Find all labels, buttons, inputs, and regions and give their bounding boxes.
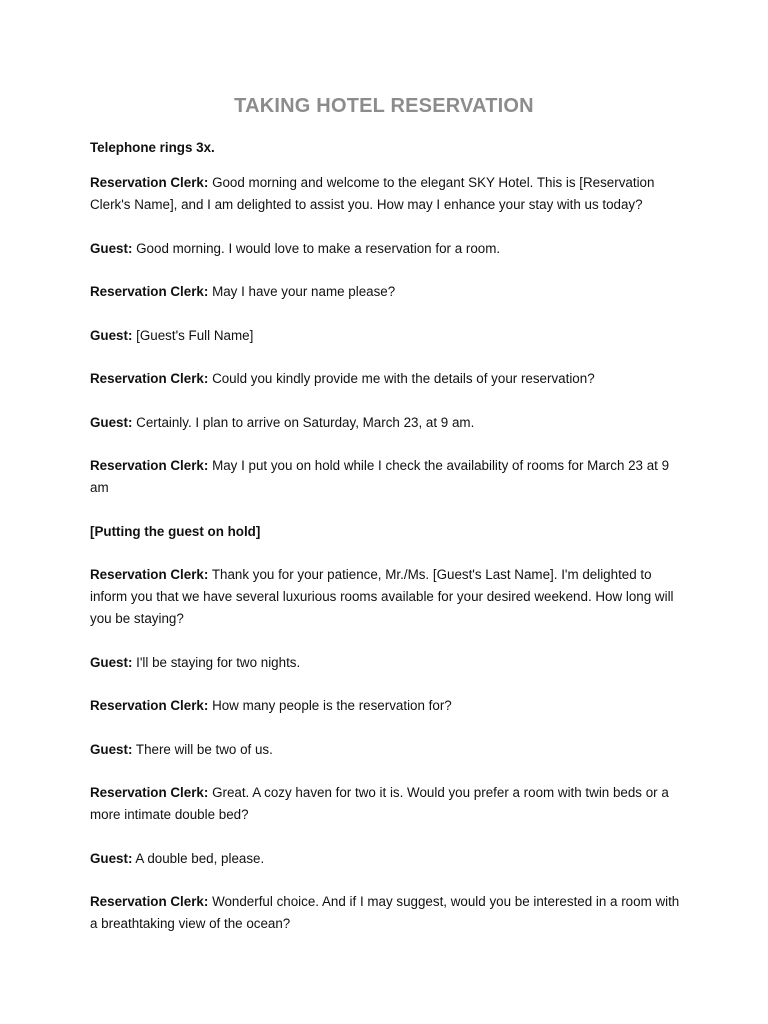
- dialogue-line: [90, 238, 682, 260]
- stage-direction-text: [Putting the guest on hold]: [90, 523, 261, 539]
- dialogue-text: May I have your name please?: [208, 284, 396, 299]
- speaker-label: Guest:: [90, 850, 133, 866]
- dialogue-line: [90, 172, 682, 216]
- dialogue-line: [90, 455, 682, 499]
- speaker-label: Reservation Clerk:: [90, 175, 209, 190]
- speaker-label: Guest:: [90, 240, 133, 256]
- dialogue-text: A double bed, please.: [132, 850, 265, 866]
- dialogue-text: There will be two of us.: [132, 741, 273, 757]
- dialogue-line: [90, 695, 682, 717]
- speaker-label: Reservation Clerk:: [90, 894, 209, 909]
- dialogue-line: [90, 564, 682, 630]
- speaker-label: Reservation Clerk:: [90, 371, 209, 386]
- stage-direction: [90, 521, 682, 543]
- dialogue-line: [90, 848, 682, 870]
- dialogue-text: I'll be staying for two nights.: [132, 654, 301, 670]
- dialogue-text: Wonderful choice. And if I may suggest, would you be interested in a room with a breathtaking view of the ocean?: [90, 894, 680, 931]
- stage-direction-text: Telephone rings 3x.: [90, 140, 215, 155]
- dialogue-text: How many people is the reservation for?: [208, 698, 452, 713]
- dialogue-text: Thank you for your patience, Mr./Ms. [Guest's Last Name]. I'm delighted to inform you that we have several luxurious rooms available for your desired weekend. How long will you be staying?: [90, 567, 674, 626]
- dialogue-text: Good morning and welcome to the elegant SKY Hotel. This is [Reservation Clerk's Name], and I am delighted to assist you. How may I enhance your stay with us today?: [90, 175, 655, 212]
- stage-direction: [90, 137, 682, 159]
- dialogue-text: [Guest's Full Name]: [132, 327, 254, 343]
- dialogue-text: Great. A cozy haven for two it is. Would you prefer a room with twin beds or a more intimate double bed?: [90, 785, 669, 822]
- document-body: [90, 137, 682, 957]
- dialogue-line: [90, 782, 682, 826]
- dialogue-text: May I put you on hold while I check the availability of rooms for March 23 at 9 am: [90, 458, 670, 495]
- speaker-label: Guest:: [90, 654, 133, 670]
- speaker-label: Reservation Clerk:: [90, 567, 209, 582]
- speaker-label: Reservation Clerk:: [90, 458, 209, 473]
- speaker-label: Reservation Clerk:: [90, 698, 209, 713]
- dialogue-line: [90, 325, 682, 347]
- speaker-label: Guest:: [90, 414, 133, 430]
- speaker-label: Guest:: [90, 741, 133, 757]
- dialogue-line: [90, 739, 682, 761]
- dialogue-text: Could you kindly provide me with the details of your reservation?: [208, 371, 595, 386]
- speaker-label: Guest:: [90, 327, 133, 343]
- dialogue-line: [90, 281, 682, 303]
- dialogue-line: [90, 368, 682, 390]
- speaker-label: Reservation Clerk:: [90, 284, 209, 299]
- dialogue-line: [90, 891, 682, 935]
- dialogue-line: [90, 652, 682, 674]
- document-title: TAKING HOTEL RESERVATION: [234, 95, 534, 117]
- dialogue-text: Good morning. I would love to make a reservation for a room.: [132, 240, 501, 256]
- speaker-label: Reservation Clerk:: [90, 785, 209, 800]
- dialogue-line: [90, 412, 682, 434]
- dialogue-text: Certainly. I plan to arrive on Saturday, March 23, at 9 am.: [132, 414, 475, 430]
